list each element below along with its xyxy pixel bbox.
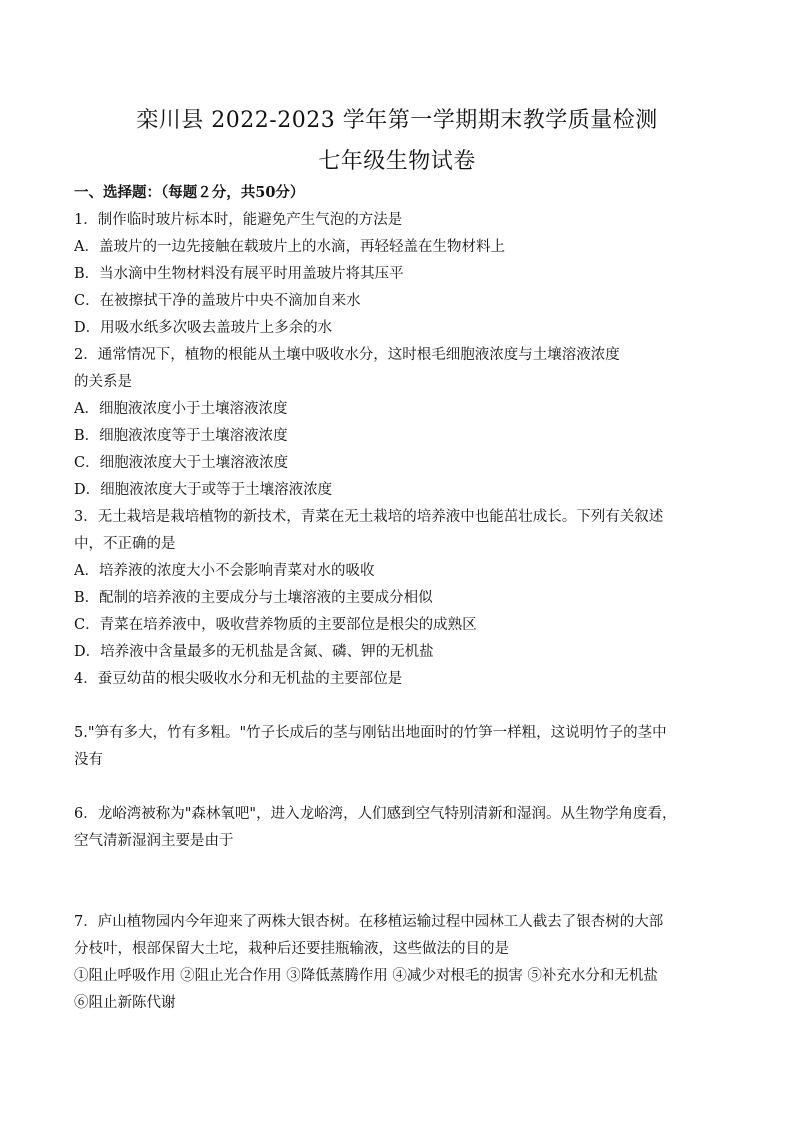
question-5: 5."笋有多大，竹有多粗。"竹子长成后的茎与刚钻出地面时的竹笋一样粗，这说明竹子的茎中 <box>74 725 667 741</box>
q2-option-c: C．细胞液浓度大于土壤溶液浓度 <box>74 455 289 471</box>
question-5-cont: 没有 <box>74 752 103 768</box>
q1-option-c: C．在被擦拭干净的盖玻片中央不滴加自来水 <box>74 293 361 309</box>
question-7: 7．庐山植物园内今年迎来了两株大银杏树。在移植运输过程中园林工人截去了银杏树的大部 <box>74 914 664 930</box>
question-1: 1．制作临时玻片标本时，能避免产生气泡的方法是 <box>74 212 403 228</box>
q7-statements: ①阻止呼吸作用 ②阻止光合作用 ③降低蒸腾作用 ④减少对根毛的损害 ⑤补充水分和无机盐 <box>74 968 658 984</box>
question-6: 6．龙峪湾被称为"森林氧吧"，进入龙峪湾，人们感到空气特别清新和湿润。从生物学角度看， <box>74 806 677 822</box>
question-2: 2．通常情况下，植物的根能从土壤中吸收水分，这时根毛细胞液浓度与土壤溶液浓度 <box>74 347 620 363</box>
q2-option-a: A．细胞液浓度小于土壤溶液浓度 <box>74 401 288 417</box>
exam-subtitle: 七年级生物试卷 <box>318 149 476 174</box>
q3-option-c: C．青菜在培养液中，吸收营养物质的主要部位是根尖的成熟区 <box>74 617 477 633</box>
question-3-cont: 中，不正确的是 <box>74 536 176 552</box>
section-heading: 一、选择题：（每题２分，共50分） <box>74 184 305 201</box>
q7-statements-cont: ⑥阻止新陈代谢 <box>74 995 176 1011</box>
q2-option-d: D．细胞液浓度大于或等于土壤溶液浓度 <box>74 482 333 498</box>
question-6-cont: 空气清新湿润主要是由于 <box>74 833 234 849</box>
q3-option-b: B．配制的培养液的主要成分与土壤溶液的主要成分相似 <box>74 590 433 606</box>
question-7-cont: 分枝叶，根部保留大土坨，栽种后还要挂瓶输液，这些做法的目的是 <box>74 941 509 957</box>
q3-option-a: A．培养液的浓度大小不会影响青菜对水的吸收 <box>74 563 375 579</box>
exam-title: 栾川县 2022-2023 学年第一学期期末教学质量检测 <box>136 108 658 133</box>
q1-option-a: A．盖玻片的一边先接触在载玻片上的水滴，再轻轻盖在生物材料上 <box>74 239 505 255</box>
question-4: 4．蚕豆幼苗的根尖吸收水分和无机盐的主要部位是 <box>74 671 403 687</box>
q3-option-d: D．培养液中含量最多的无机盐是含氮、磷、钾的无机盐 <box>74 644 434 660</box>
q1-option-b: B．当水滴中生物材料没有展平时用盖玻片将其压平 <box>74 266 404 282</box>
question-2-cont: 的关系是 <box>74 374 132 390</box>
q1-option-d: D．用吸水纸多次吸去盖玻片上多余的水 <box>74 320 333 336</box>
q2-option-b: B．细胞液浓度等于土壤溶液浓度 <box>74 428 288 444</box>
question-3: 3．无土栽培是栽培植物的新技术，青菜在无土栽培的培养液中也能茁壮成长。下列有关叙述 <box>74 509 664 525</box>
